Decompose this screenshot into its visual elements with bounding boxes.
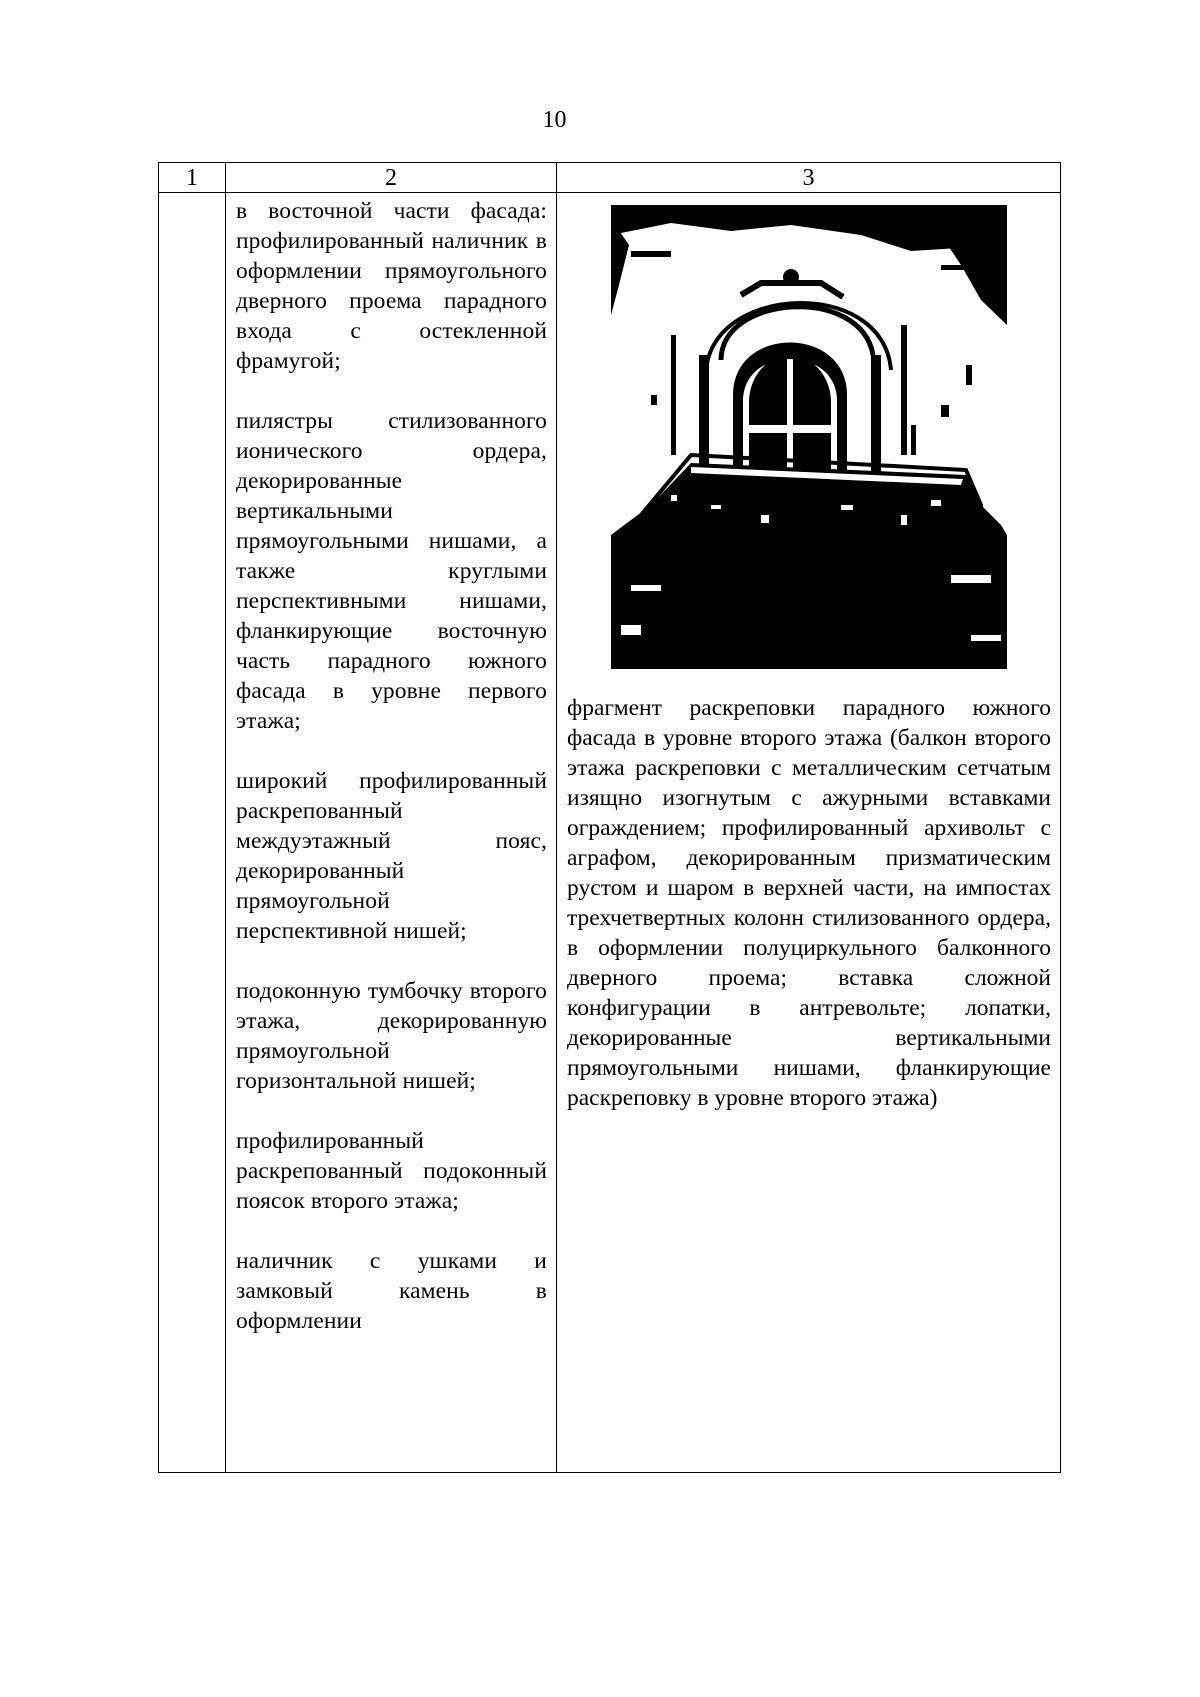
header-col-3: 3 bbox=[557, 163, 1061, 193]
document-table bbox=[158, 162, 1061, 1473]
table-header-row bbox=[159, 163, 1061, 193]
photo-container bbox=[557, 193, 1060, 669]
balcony-photo bbox=[611, 205, 1007, 669]
element-description: пилястры стилизованного ионического ордера, декорированные вертикальными прямоугольными нишами, а также круглыми перспективными нишами, фланкирующие восточную часть парадного южного фасада в уровне первого этажа; bbox=[236, 408, 547, 734]
header-col-1: 1 bbox=[159, 163, 226, 193]
table-body-row bbox=[159, 193, 1061, 1473]
header-col-2: 2 bbox=[226, 163, 557, 193]
element-description: широкий профилированный раскрепованный междуэтажный пояс, декорированный прямоугольной перспективной нишей; bbox=[236, 768, 547, 944]
element-description: в восточной части фасада: профилированный наличник в оформлении прямоугольного дверного проема парадного входа с остекленной фрамугой; bbox=[236, 198, 547, 374]
photo-caption: фрагмент раскреповки парадного южного фасада в уровне второго этажа (балкон второго этажа раскреповки с металлическим сетчатым изящно изогнутым с ажурными вставками ограждением; профилированный архивольт с аграфом, декорированным призматическим рустом и шаром в верхней части, на импостах трехчетвертных колонн стилизованного ордера, в оформлении полуциркульного балконного дверного проема; вставка сложной конфигурации в антревольте; лопатки, декорированные вертикальными прямоугольными нишами, фланкирующие раскреповку в уровне второго этажа) bbox=[567, 695, 1051, 1111]
body-col-1 bbox=[159, 193, 226, 1473]
element-description: профилированный раскрепованный подоконный поясок второго этажа; bbox=[236, 1128, 547, 1214]
element-description: наличник с ушками и замковый камень в оформлении bbox=[236, 1248, 547, 1334]
page-number: 10 bbox=[542, 107, 567, 133]
body-col-3 bbox=[557, 193, 1061, 1473]
body-col-2 bbox=[226, 193, 557, 1473]
element-description: подоконную тумбочку второго этажа, декорированную прямоугольной горизонтальной нишей; bbox=[236, 978, 547, 1094]
